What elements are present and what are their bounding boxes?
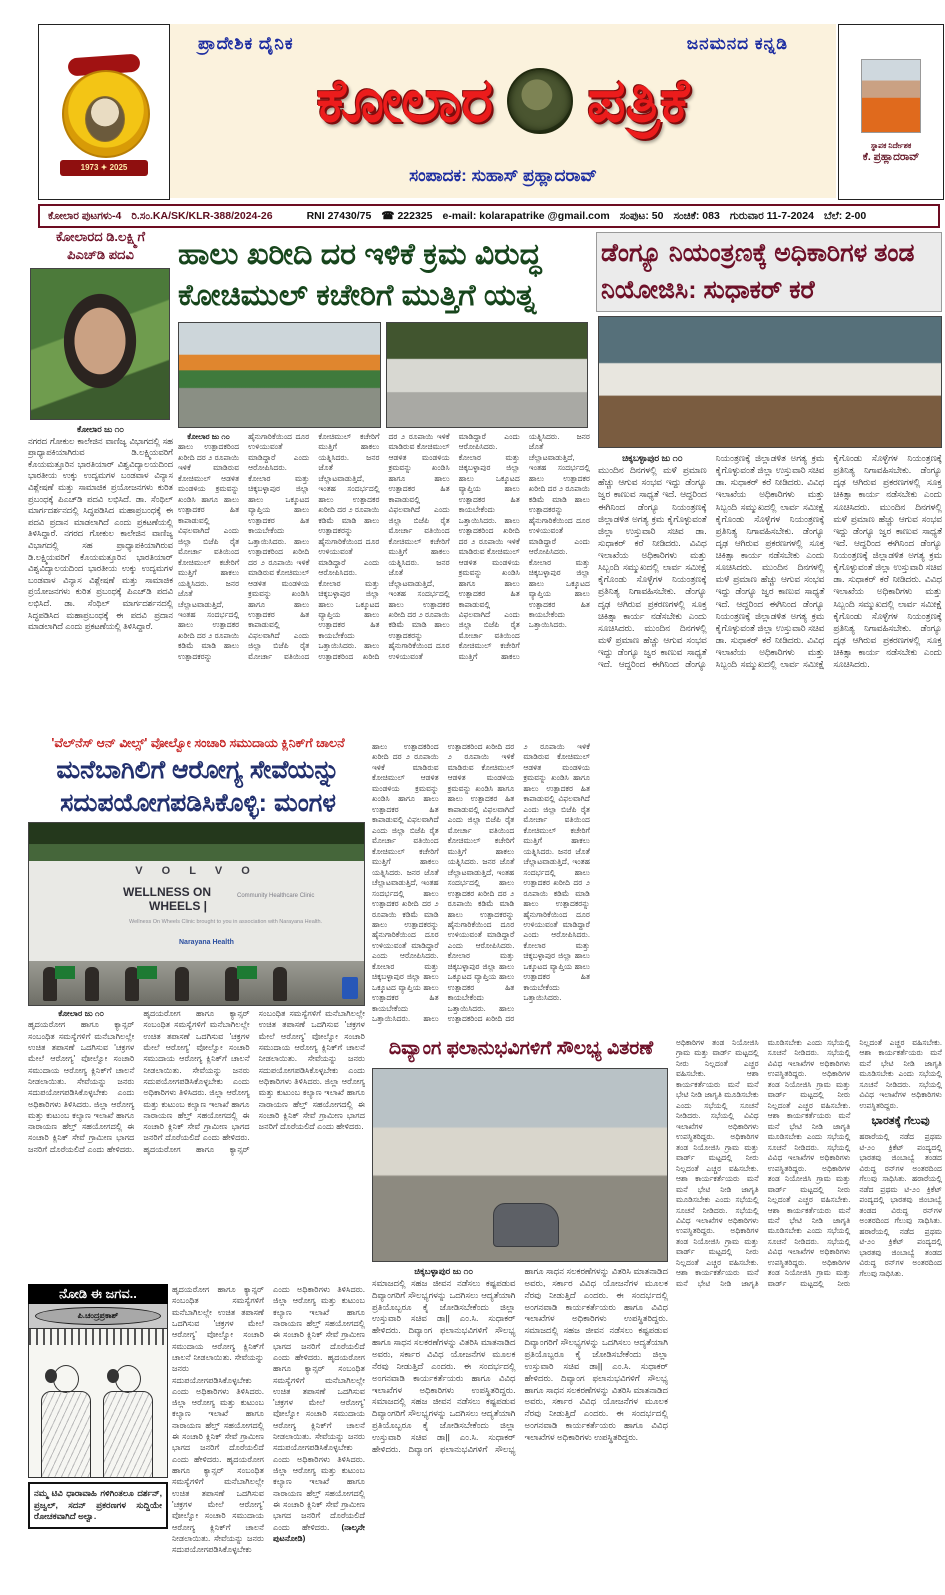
golden-jubilee-emblem <box>54 48 154 176</box>
cartoon-artist-name: ಪಿ.ಚಂದ್ರಪ್ರಕಾಶ್ <box>35 1307 161 1325</box>
founder-role: ಸ್ಥಾಪಕ ನಿರ್ದೇಶಕ <box>870 141 912 150</box>
main-story-text: ಕೋಲಾರ ಜು ೧೦ ಹಾಲು ಉತ್ಪಾದಕರಿಂದ ಖರೀದಿ ದರ ೨ ರೂಪಾಯಿ ಇಳಿಕೆ ಮಾಡಿರುವ ಕೋಚಿಮುಲ್ ಆಡಳಿತ ಮಂಡಳಿಯ ಕ್ರಮವನ್ನು ಖಂಡಿಸಿ ಹಾಗೂ ಹಾಲು ಉತ್ಪಾದಕರ ಹಿತ ಕಾಪಾಡುವಲ್ಲಿ ವಿಫಲವಾಗಿದೆ ಎಂದು ಜಿಲ್ಲಾ ಬಿಜೆಪಿ ರೈತ ಮೋರ್ಚಾ ವತಿಯಿಂದ ಕೋಚಿಮುಲ್ ಕಚೇರಿಗೆ ಮುತ್ತಿಗೆ ಹಾಕಲು ಯತ್ನಿಸಿದರು. ಜನರ ಜೊತೆ ಚೆಲ್ಲಾಟವಾಡುತ್ತಿದೆ, ಇಂತಹ ಸಂದರ್ಭದಲ್ಲಿ ಹಾಲು ಉತ್ಪಾದಕರ ಖರೀದಿ ದರ ೨ ರೂಪಾಯಿ ಕಡಿಮೆ ಮಾಡಿ ಹಾಲು ಉತ್ಪಾದಕರನ್ನು ಹೈನುಗಾರಿಕೆಯಿಂದ ದೂರ ಉಳಿಯುವಂತೆ ಮಾಡಿದ್ದಾರೆ ಎಂದು ಆರೋಪಿಸಿದರು. ಕೋಲಾರ ಮತ್ತು ಚಿಕ್ಕಬಳ್ಳಾಪುರ ಜಿಲ್ಲಾ ಹಾಲು ಒಕ್ಕೂಟದ ವ್ಯಾಪ್ತಿಯ ಹಾಲು ಉತ್ಪಾದಕರ ಹಿತ ಕಾಯಬೇಕೆಂದು ಒತ್ತಾಯಿಸಿದರು. ಹಾಲು ಉತ್ಪಾದಕರಿಂದ ಖರೀದಿ ದರ ೨ ರೂಪಾಯಿ ಇಳಿಕೆ ಮಾಡಿರುವ ಕೋಚಿಮುಲ್ ಆಡಳಿತ ಮಂಡಳಿಯ ಕ್ರಮವನ್ನು ಖಂಡಿಸಿ ಹಾಗೂ ಹಾಲು ಉತ್ಪಾದಕರ ಹಿತ ಕಾಪಾಡುವಲ್ಲಿ ವಿಫಲವಾಗಿದೆ ಎಂದು ಜಿಲ್ಲಾ ಬಿಜೆಪಿ ರೈತ ಮೋರ್ಚಾ ವತಿಯಿಂದ ಕೋಚಿಮುಲ್ ಕಚೇರಿಗೆ ಮುತ್ತಿಗೆ ಹಾಕಲು ಯತ್ನಿಸಿದರು. ಜನರ ಜೊತೆ ಚೆಲ್ಲಾಟವಾಡುತ್ತಿದೆ, ಇಂತಹ ಸಂದರ್ಭದಲ್ಲಿ ಹಾಲು ಉತ್ಪಾದಕರ ಖರೀದಿ ದರ ೨ ರೂಪಾಯಿ ಕಡಿಮೆ ಮಾಡಿ ಹಾಲು ಉತ್ಪಾದಕರನ್ನು ಹೈನುಗಾರಿಕೆಯಿಂದ ದೂರ ಉಳಿಯುವಂತೆ ಮಾಡಿದ್ದಾರೆ ಎಂದು ಆರೋಪಿಸಿದರು. ಕೋಲಾರ ಮತ್ತು ಚಿಕ್ಕಬಳ್ಳಾಪುರ ಜಿಲ್ಲಾ ಹಾಲು ಒಕ್ಕೂಟದ ವ್ಯಾಪ್ತಿಯ ಹಾಲು ಉತ್ಪಾದಕರ ಹಿತ ಕಾಯಬೇಕೆಂದು ಒತ್ತಾಯಿಸಿದರು. ಹಾಲು ಉತ್ಪಾದಕರಿಂದ ಖರೀದಿ ದರ ೨ ರೂಪಾಯಿ ಇಳಿಕೆ ಮಾಡಿರುವ ಕೋಚಿಮುಲ್ ಆಡಳಿತ ಮಂಡಳಿಯ ಕ್ರಮವನ್ನು ಖಂಡಿಸಿ ಹಾಗೂ ಹಾಲು ಉತ್ಪಾದಕರ ಹಿತ ಕಾಪಾಡುವಲ್ಲಿ ವಿಫಲವಾಗಿದೆ ಎಂದು ಜಿಲ್ಲಾ ಬಿಜೆಪಿ ರೈತ ಮೋರ್ಚಾ ವತಿಯಿಂದ ಕೋಚಿಮುಲ್ ಕಚೇರಿಗೆ ಮುತ್ತಿಗೆ ಹಾಕಲು ಯತ್ನಿಸಿದರು. ಜನರ ಜೊತೆ ಚೆಲ್ಲಾಟವಾಡುತ್ತಿದೆ, ಇಂತಹ ಸಂದರ್ಭದಲ್ಲಿ ಹಾಲು ಉತ್ಪಾದಕರ ಖರೀದಿ ದರ ೨ ರೂಪಾಯಿ ಕಡಿಮೆ ಮಾಡಿ ಹಾಲು ಉತ್ಪಾದಕರನ್ನು ಹೈನುಗಾರಿಕೆಯಿಂದ ದೂರ ಉಳಿಯುವಂತೆ ಮಾಡಿದ್ದಾರೆ ಎಂದು ಆರೋಪಿಸಿದರು. ಕೋಲಾರ ಮತ್ತು ಚಿಕ್ಕಬಳ್ಳಾಪುರ ಜಿಲ್ಲಾ ಹಾಲು ಒಕ್ಕೂಟದ ವ್ಯಾಪ್ತಿಯ ಹಾಲು ಉತ್ಪಾದಕರ ಹಿತ ಕಾಯಬೇಕೆಂದು ಒತ್ತಾಯಿಸಿದರು. ಹಾಲು ಉತ್ಪಾದಕರಿಂದ ಖರೀದಿ ದರ ೨ ರೂಪಾಯಿ ಇಳಿಕೆ ಮಾಡಿರುವ ಕೋಚಿಮುಲ್ ಆಡಳಿತ ಮಂಡಳಿಯ ಕ್ರಮವನ್ನು ಖಂಡಿಸಿ ಹಾಗೂ ಹಾಲು ಉತ್ಪಾದಕರ ಹಿತ ಕಾಪಾಡುವಲ್ಲಿ ವಿಫಲವಾಗಿದೆ ಎಂದು ಜಿಲ್ಲಾ ಬಿಜೆಪಿ ರೈತ ಮೋರ್ಚಾ ವತಿಯಿಂದ ಕೋಚಿಮುಲ್ ಕಚೇರಿಗೆ ಮುತ್ತಿಗೆ ಹಾಕಲು ಯತ್ನಿಸಿದರು. ಜನರ ಜೊತೆ ಚೆಲ್ಲಾಟವಾಡುತ್ತಿದೆ, ಇಂತಹ ಸಂದರ್ಭದಲ್ಲಿ ಹಾಲು ಉತ್ಪಾದಕರ ಖರೀದಿ ದರ ೨ ರೂಪಾಯಿ ಕಡಿಮೆ ಮಾಡಿ ಹಾಲು ಉತ್ಪಾದಕರನ್ನು ಹೈನುಗಾರಿಕೆಯಿಂದ ದೂರ ಉಳಿಯುವಂತೆ ಮಾಡಿದ್ದಾರೆ ಎಂದು ಆರೋಪಿಸಿದರು. ಕೋಲಾರ ಮತ್ತು ಚಿಕ್ಕಬಳ್ಳಾಪುರ ಜಿಲ್ಲಾ ಹಾಲು ಒಕ್ಕೂಟದ ವ್ಯಾಪ್ತಿಯ ಹಾಲು ಉತ್ಪಾದಕರ ಹಿತ ಕಾಯಬೇಕೆಂದು ಒತ್ತಾಯಿಸಿದರು. <box>178 432 590 661</box>
office-gate-photo <box>386 322 588 428</box>
volvo-truck-photo <box>28 822 365 1006</box>
dengue-story-text: ಚಿಕ್ಕಬಳ್ಳಾಪುರ ಜು ೧೦ ಮುಂದಿನ ದಿನಗಳಲ್ಲಿ ಮಳೆ ಪ್ರಮಾಣ ಹೆಚ್ಚು ಆಗುವ ಸಂಭವ ಇದ್ದು ಡೆಂಗ್ಯೂ ಜ್ವರ ಕಾಣುವ ಸಾಧ್ಯತೆ ಇದೆ. ಆದ್ದರಿಂದ ಈಗಿನಿಂದ ಡೆಂಗ್ಯೂ ನಿಯಂತ್ರಣಕ್ಕೆ ಜಿಲ್ಲಾಡಳಿತ ಅಗತ್ಯ ಕ್ರಮ ಕೈಗೊಳ್ಳುವಂತೆ ಜಿಲ್ಲಾ ಉಸ್ತುವಾರಿ ಸಚಿವ ಡಾ. ಸುಧಾಕರ್ ಕರೆ ನೀಡಿದರು. ವಿವಿಧ ಇಲಾಖೆಯ ಅಧಿಕಾರಿಗಳು ಮತ್ತು ಸಿಬ್ಬಂದಿ ಸಮ್ಮುಖದಲ್ಲಿ ಲಾರ್ವ ಸಮೀಕ್ಷೆ ಕೈಗೊಂಡು ಸೊಳ್ಳೆಗಳ ನಿಯಂತ್ರಣಕ್ಕೆ ಪ್ರತಿನಿತ್ಯ ನಿಗಾವಹಿಸಬೇಕು. ಡೆಂಗ್ಯೂ ದೃಢ ಆಗಿರುವ ಪ್ರಕರಣಗಳಲ್ಲಿ ಸೂಕ್ತ ಚಿಕಿತ್ಸಾ ಕಾರ್ಯ ನಡೆಸಬೇಕು ಎಂದು ಸೂಚಿಸಿದರು. ಮುಂದಿನ ದಿನಗಳಲ್ಲಿ ಮಳೆ ಪ್ರಮಾಣ ಹೆಚ್ಚು ಆಗುವ ಸಂಭವ ಇದ್ದು ಡೆಂಗ್ಯೂ ಜ್ವರ ಕಾಣುವ ಸಾಧ್ಯತೆ ಇದೆ. ಆದ್ದರಿಂದ ಈಗಿನಿಂದ ಡೆಂಗ್ಯೂ ನಿಯಂತ್ರಣಕ್ಕೆ ಜಿಲ್ಲಾಡಳಿತ ಅಗತ್ಯ ಕ್ರಮ ಕೈಗೊಳ್ಳುವಂತೆ ಜಿಲ್ಲಾ ಉಸ್ತುವಾರಿ ಸಚಿವ ಡಾ. ಸುಧಾಕರ್ ಕರೆ ನೀಡಿದರು. ವಿವಿಧ ಇಲಾಖೆಯ ಅಧಿಕಾರಿಗಳು ಮತ್ತು ಸಿಬ್ಬಂದಿ ಸಮ್ಮುಖದಲ್ಲಿ ಲಾರ್ವ ಸಮೀಕ್ಷೆ ಕೈಗೊಂಡು ಸೊಳ್ಳೆಗಳ ನಿಯಂತ್ರಣಕ್ಕೆ ಪ್ರತಿನಿತ್ಯ ನಿಗಾವಹಿಸಬೇಕು. ಡೆಂಗ್ಯೂ ದೃಢ ಆಗಿರುವ ಪ್ರಕರಣಗಳಲ್ಲಿ ಸೂಕ್ತ ಚಿಕಿತ್ಸಾ ಕಾರ್ಯ ನಡೆಸಬೇಕು ಎಂದು ಸೂಚಿಸಿದರು. ಮುಂದಿನ ದಿನಗಳಲ್ಲಿ ಮಳೆ ಪ್ರಮಾಣ ಹೆಚ್ಚು ಆಗುವ ಸಂಭವ ಇದ್ದು ಡೆಂಗ್ಯೂ ಜ್ವರ ಕಾಣುವ ಸಾಧ್ಯತೆ ಇದೆ. ಆದ್ದರಿಂದ ಈಗಿನಿಂದ ಡೆಂಗ್ಯೂ ನಿಯಂತ್ರಣಕ್ಕೆ ಜಿಲ್ಲಾಡಳಿತ ಅಗತ್ಯ ಕ್ರಮ ಕೈಗೊಳ್ಳುವಂತೆ ಜಿಲ್ಲಾ ಉಸ್ತುವಾರಿ ಸಚಿವ ಡಾ. ಸುಧಾಕರ್ ಕರೆ ನೀಡಿದರು. ವಿವಿಧ ಇಲಾಖೆಯ ಅಧಿಕಾರಿಗಳು ಮತ್ತು ಸಿಬ್ಬಂದಿ ಸಮ್ಮುಖದಲ್ಲಿ ಲಾರ್ವ ಸಮೀಕ್ಷೆ ಕೈಗೊಂಡು ಸೊಳ್ಳೆಗಳ ನಿಯಂತ್ರಣಕ್ಕೆ ಪ್ರತಿನಿತ್ಯ ನಿಗಾವಹಿಸಬೇಕು. ಡೆಂಗ್ಯೂ ದೃಢ ಆಗಿರುವ ಪ್ರಕರಣಗಳಲ್ಲಿ ಸೂಕ್ತ ಚಿಕಿತ್ಸಾ ಕಾರ್ಯ ನಡೆಸಬೇಕು ಎಂದು ಸೂಚಿಸಿದರು. ಮುಂದಿನ ದಿನಗಳಲ್ಲಿ ಮಳೆ ಪ್ರಮಾಣ ಹೆಚ್ಚು ಆಗುವ ಸಂಭವ ಇದ್ದು ಡೆಂಗ್ಯೂ ಜ್ವರ ಕಾಣುವ ಸಾಧ್ಯತೆ ಇದೆ. ಆದ್ದರಿಂದ ಈಗಿನಿಂದ ಡೆಂಗ್ಯೂ ನಿಯಂತ್ರಣಕ್ಕೆ ಜಿಲ್ಲಾಡಳಿತ ಅಗತ್ಯ ಕ್ರಮ ಕೈಗೊಳ್ಳುವಂತೆ ಜಿಲ್ಲಾ ಉಸ್ತುವಾರಿ ಸಚಿವ ಡಾ. ಸುಧಾಕರ್ ಕರೆ ನೀಡಿದರು. ವಿವಿಧ ಇಲಾಖೆಯ ಅಧಿಕಾರಿಗಳು ಮತ್ತು ಸಿಬ್ಬಂದಿ ಸಮ್ಮುಖದಲ್ಲಿ ಲಾರ್ವ ಸಮೀಕ್ಷೆ ಕೈಗೊಂಡು ಸೊಳ್ಳೆಗಳ ನಿಯಂತ್ರಣಕ್ಕೆ ಪ್ರತಿನಿತ್ಯ ನಿಗಾವಹಿಸಬೇಕು. ಡೆಂಗ್ಯೂ ದೃಢ ಆಗಿರುವ ಪ್ರಕರಣಗಳಲ್ಲಿ ಸೂಕ್ತ ಚಿಕಿತ್ಸಾ ಕಾರ್ಯ ನಡೆಸಬೇಕು ಎಂದು ಸೂಚಿಸಿದರು. <box>598 453 942 670</box>
cricket-subhead: ಭಾರತಕ್ಕೆ ಗೆಲುವು <box>871 1115 930 1128</box>
golden-jubilee-emblem-box <box>38 24 170 200</box>
cartoon-title: ನೋಡಿ ಈ ಜಗವ.. <box>28 1284 168 1304</box>
edition-pages: ಕೋಲಾರ ಪುಟಗಳು-4 <box>48 209 122 222</box>
phd-story-text: ಕೋಲಾರ ಜು ೧೦ ನಗರದ ಗೋಕುಲ ಕಾಲೇಜಿನ ವಾಣಿಜ್ಯ ವಿಭಾಗದಲ್ಲಿ ಸಹ ಪ್ರಾಧ್ಯಾಪಕಿಯಾಗಿರುವ ಡಿ.ಲಕ್ಷ್ಮಿಯವರಿಗೆ ಕೊಯಮತ್ತೂರಿನ ಭಾರತಿಯಾರ್ ವಿಶ್ವವಿದ್ಯಾಲಯದಿಂದ ಭಾರತೀಯ ಉಕ್ಕು ಉದ್ಯಮಗಳ ಬಂಡವಾಳ ವಿನ್ಯಾಸ ವಿಶ್ಲೇಷಣೆ ಮತ್ತು ಸಾಮಾಜಿಕ ಪ್ರಯೋಜನಗಳು ಕುರಿತ ಪ್ರಬಂಧಕ್ಕೆ ಪಿಎಚ್‌ಡಿ ಪದವಿ ಲಭಿಸಿದೆ. ಡಾ. ಸೆಂಥಿಲ್ ಮಾರ್ಗದರ್ಶನದಲ್ಲಿ ಸಿದ್ಧಪಡಿಸಿದ ಮಹಾಪ್ರಬಂಧಕ್ಕೆ ಈ ಪದವಿ ಪ್ರದಾನ ಮಾಡಲಾಗಿದೆ ಎಂದು ಪ್ರಕಟಣೆಯಲ್ಲಿ ತಿಳಿಸಿದ್ದಾರೆ. ನಗರದ ಗೋಕುಲ ಕಾಲೇಜಿನ ವಾಣಿಜ್ಯ ವಿಭಾಗದಲ್ಲಿ ಸಹ ಪ್ರಾಧ್ಯಾಪಕಿಯಾಗಿರುವ ಡಿ.ಲಕ್ಷ್ಮಿಯವರಿಗೆ ಕೊಯಮತ್ತೂರಿನ ಭಾರತಿಯಾರ್ ವಿಶ್ವವಿದ್ಯಾಲಯದಿಂದ ಭಾರತೀಯ ಉಕ್ಕು ಉದ್ಯಮಗಳ ಬಂಡವಾಳ ವಿನ್ಯಾಸ ವಿಶ್ಲೇಷಣೆ ಮತ್ತು ಸಾಮಾಜಿಕ ಪ್ರಯೋಜನಗಳು ಕುರಿತ ಪ್ರಬಂಧಕ್ಕೆ ಪಿಎಚ್‌ಡಿ ಪದವಿ ಲಭಿಸಿದೆ. ಡಾ. ಸೆಂಥಿಲ್ ಮಾರ್ಗದರ್ಶನದಲ್ಲಿ ಸಿದ್ಧಪಡಿಸಿದ ಮಹಾಪ್ರಬಂಧಕ್ಕೆ ಈ ಪದವಿ ಪ್ರದಾನ ಮಾಡಲಾಗಿದೆ ಎಂದು ಪ್ರಕಟಣೆಯಲ್ಲಿ ತಿಳಿಸಿದ್ದಾರೆ. <box>28 424 173 632</box>
awning-hatching <box>29 1329 167 1345</box>
wellness-headline: ಮನೆಬಾಗಿಲಿಗೆ ಆರೋಗ್ಯ ಸೇವೆಯನ್ನು ಸದುಪಯೋಗಪಡಿಸಿಕೊಳ್ಳಿ: ಮಂಗಳ <box>56 756 340 817</box>
rni-number: RNI 27430/75 <box>306 210 372 222</box>
jubilee-portrait-icon <box>85 96 125 142</box>
meeting-photo <box>598 316 942 448</box>
cartoon-box <box>28 1284 168 1560</box>
cartoon-caption: ನಮ್ಮ ಟಿವಿ ಧಾರಾವಾಹಿ ಗಳಿಗಿಂತಲೂ ದರ್ಶನ್, ಪ್ರಜ್ವಲ್, ಸದನ್ ಪ್ರಕರಣಗಳ ಸುದ್ದಿಯೇ ರೋಚಕವಾಗಿದೆ ಅಲ್ವಾ. <box>28 1482 168 1529</box>
scooter-icon <box>493 1203 559 1247</box>
divyanga-story-text: ಚಿಕ್ಕಬಳ್ಳಾಪುರ ಜು ೧೦ ಸಮಾಜದಲ್ಲಿ ಸಹಜ ಜೀವನ ನಡೆಸಲು ಕಷ್ಟಪಡುವ ದಿವ್ಯಾಂಗರಿಗೆ ಸೌಲಭ್ಯಗಳನ್ನು ಒದಗಿಸಲು ಆದ್ಯತೆಯಾಗಿ ಪ್ರತಿಯೊಬ್ಬರೂ ಕೈ ಜೋಡಿಸಬೇಕೆಂದು ಜಿಲ್ಲಾ ಉಸ್ತುವಾರಿ ಸಚಿವ ಡಾ|| ಎಂ.ಸಿ. ಸುಧಾಕರ್ ಹೇಳಿದರು. ದಿವ್ಯಾಂಗ ಫಲಾನುಭವಿಗಳಿಗೆ ಸೌಲಭ್ಯ ಹಾಗೂ ಸಾಧನ ಸಲಕರಣೆಗಳನ್ನು ವಿತರಿಸಿ ಮಾತನಾಡಿದ ಅವರು, ಸರ್ಕಾರ ವಿವಿಧ ಯೋಜನೆಗಳ ಮೂಲಕ ನೆರವು ನೀಡುತ್ತಿದೆ ಎಂದರು. ಈ ಸಂದರ್ಭದಲ್ಲಿ ಅಂಗನವಾಡಿ ಕಾರ್ಯಕರ್ತೆಯರು ಹಾಗೂ ವಿವಿಧ ಇಲಾಖೆಗಳ ಅಧಿಕಾರಿಗಳು ಉಪಸ್ಥಿತರಿದ್ದರು. ಸಮಾಜದಲ್ಲಿ ಸಹಜ ಜೀವನ ನಡೆಸಲು ಕಷ್ಟಪಡುವ ದಿವ್ಯಾಂಗರಿಗೆ ಸೌಲಭ್ಯಗಳನ್ನು ಒದಗಿಸಲು ಆದ್ಯತೆಯಾಗಿ ಪ್ರತಿಯೊಬ್ಬರೂ ಕೈ ಜೋಡಿಸಬೇಕೆಂದು ಜಿಲ್ಲಾ ಉಸ್ತುವಾರಿ ಸಚಿವ ಡಾ|| ಎಂ.ಸಿ. ಸುಧಾಕರ್ ಹೇಳಿದರು. ದಿವ್ಯಾಂಗ ಫಲಾನುಭವಿಗಳಿಗೆ ಸೌಲಭ್ಯ ಹಾಗೂ ಸಾಧನ ಸಲಕರಣೆಗಳನ್ನು ವಿತರಿಸಿ ಮಾತನಾಡಿದ ಅವರು, ಸರ್ಕಾರ ವಿವಿಧ ಯೋಜನೆಗಳ ಮೂಲಕ ನೆರವು ನೀಡುತ್ತಿದೆ ಎಂದರು. ಈ ಸಂದರ್ಭದಲ್ಲಿ ಅಂಗನವಾಡಿ ಕಾರ್ಯಕರ್ತೆಯರು ಹಾಗೂ ವಿವಿಧ ಇಲಾಖೆಗಳ ಅಧಿಕಾರಿಗಳು ಉಪಸ್ಥಿತರಿದ್ದರು. ಸಮಾಜದಲ್ಲಿ ಸಹಜ ಜೀವನ ನಡೆಸಲು ಕಷ್ಟಪಡುವ ದಿವ್ಯಾಂಗರಿಗೆ ಸೌಲಭ್ಯಗಳನ್ನು ಒದಗಿಸಲು ಆದ್ಯತೆಯಾಗಿ ಪ್ರತಿಯೊಬ್ಬರೂ ಕೈ ಜೋಡಿಸಬೇಕೆಂದು ಜಿಲ್ಲಾ ಉಸ್ತುವಾರಿ ಸಚಿವ ಡಾ|| ಎಂ.ಸಿ. ಸುಧಾಕರ್ ಹೇಳಿದರು. ದಿವ್ಯಾಂಗ ಫಲಾನುಭವಿಗಳಿಗೆ ಸೌಲಭ್ಯ ಹಾಗೂ ಸಾಧನ ಸಲಕರಣೆಗಳನ್ನು ವಿತರಿಸಿ ಮಾತನಾಡಿದ ಅವರು, ಸರ್ಕಾರ ವಿವಿಧ ಯೋಜನೆಗಳ ಮೂಲಕ ನೆರವು ನೀಡುತ್ತಿದೆ ಎಂದರು. ಈ ಸಂದರ್ಭದಲ್ಲಿ ಅಂಗನವಾಡಿ ಕಾರ್ಯಕರ್ತೆಯರು ಹಾಗೂ ವಿವಿಧ ಇಲಾಖೆಗಳ ಅಧಿಕಾರಿಗಳು ಉಪಸ್ಥಿತರಿದ್ದರು. <box>372 1266 668 1454</box>
green-flag-icon <box>237 966 257 979</box>
phone-icon: ☎ <box>381 210 395 222</box>
email: e-mail: kolarapatrike @gmail.com <box>442 210 610 222</box>
distribution-event-photo <box>372 1068 668 1262</box>
title-word-2: ಪತ್ರಿಕೆ <box>587 67 690 134</box>
main-story-text-continued: ಹಾಲು ಉತ್ಪಾದಕರಿಂದ ಖರೀದಿ ದರ ೨ ರೂಪಾಯಿ ಇಳಿಕೆ ಮಾಡಿರುವ ಕೋಚಿಮುಲ್ ಆಡಳಿತ ಮಂಡಳಿಯ ಕ್ರಮವನ್ನು ಖಂಡಿಸಿ ಹಾಗೂ ಹಾಲು ಉತ್ಪಾದಕರ ಹಿತ ಕಾಪಾಡುವಲ್ಲಿ ವಿಫಲವಾಗಿದೆ ಎಂದು ಜಿಲ್ಲಾ ಬಿಜೆಪಿ ರೈತ ಮೋರ್ಚಾ ವತಿಯಿಂದ ಕೋಚಿಮುಲ್ ಕಚೇರಿಗೆ ಮುತ್ತಿಗೆ ಹಾಕಲು ಯತ್ನಿಸಿದರು. ಜನರ ಜೊತೆ ಚೆಲ್ಲಾಟವಾಡುತ್ತಿದೆ, ಇಂತಹ ಸಂದರ್ಭದಲ್ಲಿ ಹಾಲು ಉತ್ಪಾದಕರ ಖರೀದಿ ದರ ೨ ರೂಪಾಯಿ ಕಡಿಮೆ ಮಾಡಿ ಹಾಲು ಉತ್ಪಾದಕರನ್ನು ಹೈನುಗಾರಿಕೆಯಿಂದ ದೂರ ಉಳಿಯುವಂತೆ ಮಾಡಿದ್ದಾರೆ ಎಂದು ಆರೋಪಿಸಿದರು. ಕೋಲಾರ ಮತ್ತು ಚಿಕ್ಕಬಳ್ಳಾಪುರ ಜಿಲ್ಲಾ ಹಾಲು ಒಕ್ಕೂಟದ ವ್ಯಾಪ್ತಿಯ ಹಾಲು ಉತ್ಪಾದಕರ ಹಿತ ಕಾಯಬೇಕೆಂದು ಒತ್ತಾಯಿಸಿದರು. ಹಾಲು ಉತ್ಪಾದಕರಿಂದ ಖರೀದಿ ದರ ೨ ರೂಪಾಯಿ ಇಳಿಕೆ ಮಾಡಿರುವ ಕೋಚಿಮುಲ್ ಆಡಳಿತ ಮಂಡಳಿಯ ಕ್ರಮವನ್ನು ಖಂಡಿಸಿ ಹಾಗೂ ಹಾಲು ಉತ್ಪಾದಕರ ಹಿತ ಕಾಪಾಡುವಲ್ಲಿ ವಿಫಲವಾಗಿದೆ ಎಂದು ಜಿಲ್ಲಾ ಬಿಜೆಪಿ ರೈತ ಮೋರ್ಚಾ ವತಿಯಿಂದ ಕೋಚಿಮುಲ್ ಕಚೇರಿಗೆ ಮುತ್ತಿಗೆ ಹಾಕಲು ಯತ್ನಿಸಿದರು. ಜನರ ಜೊತೆ ಚೆಲ್ಲಾಟವಾಡುತ್ತಿದೆ, ಇಂತಹ ಸಂದರ್ಭದಲ್ಲಿ ಹಾಲು ಉತ್ಪಾದಕರ ಖರೀದಿ ದರ ೨ ರೂಪಾಯಿ ಕಡಿಮೆ ಮಾಡಿ ಹಾಲು ಉತ್ಪಾದಕರನ್ನು ಹೈನುಗಾರಿಕೆಯಿಂದ ದೂರ ಉಳಿಯುವಂತೆ ಮಾಡಿದ್ದಾರೆ ಎಂದು ಆರೋಪಿಸಿದರು. ಕೋಲಾರ ಮತ್ತು ಚಿಕ್ಕಬಳ್ಳಾಪುರ ಜಿಲ್ಲಾ ಹಾಲು ಒಕ್ಕೂಟದ ವ್ಯಾಪ್ತಿಯ ಹಾಲು ಉತ್ಪಾದಕರ ಹಿತ ಕಾಯಬೇಕೆಂದು ಒತ್ತಾಯಿಸಿದರು. ಹಾಲು ಉತ್ಪಾದಕರಿಂದ ಖರೀದಿ ದರ ೨ ರೂಪಾಯಿ ಇಳಿಕೆ ಮಾಡಿರುವ ಕೋಚಿಮುಲ್ ಆಡಳಿತ ಮಂಡಳಿಯ ಕ್ರಮವನ್ನು ಖಂಡಿಸಿ ಹಾಗೂ ಹಾಲು ಉತ್ಪಾದಕರ ಹಿತ ಕಾಪಾಡುವಲ್ಲಿ ವಿಫಲವಾಗಿದೆ ಎಂದು ಜಿಲ್ಲಾ ಬಿಜೆಪಿ ರೈತ ಮೋರ್ಚಾ ವತಿಯಿಂದ ಕೋಚಿಮುಲ್ ಕಚೇರಿಗೆ ಮುತ್ತಿಗೆ ಹಾಕಲು ಯತ್ನಿಸಿದರು. ಜನರ ಜೊತೆ ಚೆಲ್ಲಾಟವಾಡುತ್ತಿದೆ, ಇಂತಹ ಸಂದರ್ಭದಲ್ಲಿ ಹಾಲು ಉತ್ಪಾದಕರ ಖರೀದಿ ದರ ೨ ರೂಪಾಯಿ ಕಡಿಮೆ ಮಾಡಿ ಹಾಲು ಉತ್ಪಾದಕರನ್ನು ಹೈನುಗಾರಿಕೆಯಿಂದ ದೂರ ಉಳಿಯುವಂತೆ ಮಾಡಿದ್ದಾರೆ ಎಂದು ಆರೋಪಿಸಿದರು. ಕೋಲಾರ ಮತ್ತು ಚಿಕ್ಕಬಳ್ಳಾಪುರ ಜಿಲ್ಲಾ ಹಾಲು ಒಕ್ಕೂಟದ ವ್ಯಾಪ್ತಿಯ ಹಾಲು ಉತ್ಪಾದಕರ ಹಿತ ಕಾಯಬೇಕೆಂದು ಒತ್ತಾಯಿಸಿದರು. <box>372 742 590 1024</box>
banner-subtext: Community Healthcare Clinic <box>237 893 315 899</box>
info-bar <box>38 204 940 228</box>
narayana-health-logo: Narayana Health <box>179 939 234 946</box>
founder-name: ಕೆ. ಪ್ರಹ್ಲಾದರಾವ್ <box>862 151 920 163</box>
cartoon-woman-figure <box>39 1365 91 1477</box>
green-flag-icon <box>137 966 157 979</box>
page-continuation-note: (ನಾಲ್ಕನೇ ಪುಟನೋಡಿ) <box>273 1522 365 1543</box>
person-figure <box>273 967 287 1001</box>
dengue-headline: ಡೆಂಗ್ಯೂ ನಿಯಂತ್ರಣಕ್ಕೆ ಅಧಿಕಾರಿಗಳ ತಂಡ ನಿಯೋಜಿಸಿ: ಸುಧಾಕರ್ ಕರೆ <box>596 232 942 312</box>
title-word-1: ಕೋಲಾರ <box>316 67 494 134</box>
ground <box>29 961 364 1005</box>
newspaper-title <box>170 68 836 134</box>
masthead <box>170 24 836 198</box>
jubilee-years: 1973 ✦ 2025 <box>60 160 148 176</box>
trees-backdrop <box>29 823 364 861</box>
tagline-left: ಪ್ರಾದೇಶಿಕ ದೈನಿಕ <box>198 34 294 53</box>
editor-line: ಸಂಪಾದಕ: ಸುಹಾಸ್ ಪ್ರಹ್ಲಾದರಾವ್ <box>409 166 597 185</box>
volvo-logo-text: V O L V O <box>135 865 258 877</box>
person-figure <box>175 967 189 1001</box>
wellness-strapline: 'ವೆಲ್‌ನೆಸ್ ಆನ್ ವೀಲ್ಸ್' ವೋಲ್ವೋ ಸಂಚಾರಿ ಸಮುದಾಯ ಕ್ಲಿನಿಕ್‌ಗೆ ಚಾಲನೆ <box>51 736 345 750</box>
cartoon-woman-figure <box>101 1365 153 1477</box>
volume: ಸಂಪುಟ: 50 <box>619 209 664 222</box>
wellness-story-text: ಕೋಲಾರ ಜು ೧೦ ಹೃದಯರೋಗ ಹಾಗೂ ಕ್ಯಾನ್ಸರ್ ಸಂಬಂಧಿತ ಸಮಸ್ಯೆಗಳಿಗೆ ಮನೆಬಾಗಿಲಲ್ಲೇ ಉಚಿತ ತಪಾಸಣೆ ಒದಗಿಸುವ 'ಚಕ್ರಗಳ ಮೇಲೆ ಆರೋಗ್ಯ' ವೋಲ್ವೋ ಸಂಚಾರಿ ಸಮುದಾಯ ಆರೋಗ್ಯ ಕ್ಲಿನಿಕ್‌ಗೆ ಚಾಲನೆ ನೀಡಲಾಯಿತು. ಸೇವೆಯನ್ನು ಜನರು ಸದುಪಯೋಗಪಡಿಸಿಕೊಳ್ಳಬೇಕು ಎಂದು ಅಧಿಕಾರಿಗಳು ತಿಳಿಸಿದರು. ಜಿಲ್ಲಾ ಆರೋಗ್ಯ ಮತ್ತು ಕುಟುಂಬ ಕಲ್ಯಾಣ ಇಲಾಖೆ ಹಾಗೂ ನಾರಾಯಣ ಹೆಲ್ತ್ ಸಹಯೋಗದಲ್ಲಿ ಈ ಸಂಚಾರಿ ಕ್ಲಿನಿಕ್ ಸೇವೆ ಗ್ರಾಮೀಣ ಭಾಗದ ಜನರಿಗೆ ದೊರೆಯಲಿದೆ ಎಂದು ಹೇಳಿದರು. ಹೃದಯರೋಗ ಹಾಗೂ ಕ್ಯಾನ್ಸರ್ ಸಂಬಂಧಿತ ಸಮಸ್ಯೆಗಳಿಗೆ ಮನೆಬಾಗಿಲಲ್ಲೇ ಉಚಿತ ತಪಾಸಣೆ ಒದಗಿಸುವ 'ಚಕ್ರಗಳ ಮೇಲೆ ಆರೋಗ್ಯ' ವೋಲ್ವೋ ಸಂಚಾರಿ ಸಮುದಾಯ ಆರೋಗ್ಯ ಕ್ಲಿನಿಕ್‌ಗೆ ಚಾಲನೆ ನೀಡಲಾಯಿತು. ಸೇವೆಯನ್ನು ಜನರು ಸದುಪಯೋಗಪಡಿಸಿಕೊಳ್ಳಬೇಕು ಎಂದು ಅಧಿಕಾರಿಗಳು ತಿಳಿಸಿದರು. ಜಿಲ್ಲಾ ಆರೋಗ್ಯ ಮತ್ತು ಕುಟುಂಬ ಕಲ್ಯಾಣ ಇಲಾಖೆ ಹಾಗೂ ನಾರಾಯಣ ಹೆಲ್ತ್ ಸಹಯೋಗದಲ್ಲಿ ಈ ಸಂಚಾರಿ ಕ್ಲಿನಿಕ್ ಸೇವೆ ಗ್ರಾಮೀಣ ಭಾಗದ ಜನರಿಗೆ ದೊರೆಯಲಿದೆ ಎಂದು ಹೇಳಿದರು. ಹೃದಯರೋಗ ಹಾಗೂ ಕ್ಯಾನ್ಸರ್ ಸಂಬಂಧಿತ ಸಮಸ್ಯೆಗಳಿಗೆ ಮನೆಬಾಗಿಲಲ್ಲೇ ಉಚಿತ ತಪಾಸಣೆ ಒದಗಿಸುವ 'ಚಕ್ರಗಳ ಮೇಲೆ ಆರೋಗ್ಯ' ವೋಲ್ವೋ ಸಂಚಾರಿ ಸಮುದಾಯ ಆರೋಗ್ಯ ಕ್ಲಿನಿಕ್‌ಗೆ ಚಾಲನೆ ನೀಡಲಾಯಿತು. ಸೇವೆಯನ್ನು ಜನರು ಸದುಪಯೋಗಪಡಿಸಿಕೊಳ್ಳಬೇಕು ಎಂದು ಅಧಿಕಾರಿಗಳು ತಿಳಿಸಿದರು. ಜಿಲ್ಲಾ ಆರೋಗ್ಯ ಮತ್ತು ಕುಟುಂಬ ಕಲ್ಯಾಣ ಇಲಾಖೆ ಹಾಗೂ ನಾರಾಯಣ ಹೆಲ್ತ್ ಸಹಯೋಗದಲ್ಲಿ ಈ ಸಂಚಾರಿ ಕ್ಲಿನಿಕ್ ಸೇವೆ ಗ್ರಾಮೀಣ ಭಾಗದ ಜನರಿಗೆ ದೊರೆಯಲಿದೆ ಎಂದು ಹೇಳಿದರು. <box>28 1009 365 1154</box>
blue-barrel <box>342 977 358 999</box>
day-date: ಗುರುವಾರ 11-7-2024 <box>729 209 814 222</box>
temple-seal-icon <box>507 68 573 134</box>
issue: ಸಂಚಿಕೆ: 083 <box>673 209 720 222</box>
tagline-right: ಜನಮನದ ಕನ್ನಡಿ <box>686 34 788 53</box>
dengue-story-text-continued: ಅಧಿಕಾರಿಗಳ ತಂಡ ನಿಯೋಜಿಸಿ ಗ್ರಾಮ ಮತ್ತು ವಾರ್ಡ್ ಮಟ್ಟದಲ್ಲಿ ನೀರು ನಿಲ್ಲದಂತೆ ಎಚ್ಚರ ವಹಿಸಬೇಕು. ಆಶಾ ಕಾರ್ಯಕರ್ತೆಯರು ಮನೆ ಮನೆ ಭೇಟಿ ನೀಡಿ ಜಾಗೃತಿ ಮೂಡಿಸಬೇಕು ಎಂದು ಸಭೆಯಲ್ಲಿ ಸೂಚನೆ ನೀಡಿದರು. ಸಭೆಯಲ್ಲಿ ವಿವಿಧ ಇಲಾಖೆಗಳ ಅಧಿಕಾರಿಗಳು ಉಪಸ್ಥಿತರಿದ್ದರು. ಅಧಿಕಾರಿಗಳ ತಂಡ ನಿಯೋಜಿಸಿ ಗ್ರಾಮ ಮತ್ತು ವಾರ್ಡ್ ಮಟ್ಟದಲ್ಲಿ ನೀರು ನಿಲ್ಲದಂತೆ ಎಚ್ಚರ ವಹಿಸಬೇಕು. ಆಶಾ ಕಾರ್ಯಕರ್ತೆಯರು ಮನೆ ಮನೆ ಭೇಟಿ ನೀಡಿ ಜಾಗೃತಿ ಮೂಡಿಸಬೇಕು ಎಂದು ಸಭೆಯಲ್ಲಿ ಸೂಚನೆ ನೀಡಿದರು. ಸಭೆಯಲ್ಲಿ ವಿವಿಧ ಇಲಾಖೆಗಳ ಅಧಿಕಾರಿಗಳು ಉಪಸ್ಥಿತರಿದ್ದರು. ಅಧಿಕಾರಿಗಳ ತಂಡ ನಿಯೋಜಿಸಿ ಗ್ರಾಮ ಮತ್ತು ವಾರ್ಡ್ ಮಟ್ಟದಲ್ಲಿ ನೀರು ನಿಲ್ಲದಂತೆ ಎಚ್ಚರ ವಹಿಸಬೇಕು. ಆಶಾ ಕಾರ್ಯಕರ್ತೆಯರು ಮನೆ ಮನೆ ಭೇಟಿ ನೀಡಿ ಜಾಗೃತಿ ಮೂಡಿಸಬೇಕು ಎಂದು ಸಭೆಯಲ್ಲಿ ಸೂಚನೆ ನೀಡಿದರು. ಸಭೆಯಲ್ಲಿ ವಿವಿಧ ಇಲಾಖೆಗಳ ಅಧಿಕಾರಿಗಳು ಉಪಸ್ಥಿತರಿದ್ದರು. ಅಧಿಕಾರಿಗಳ ತಂಡ ನಿಯೋಜಿಸಿ ಗ್ರಾಮ ಮತ್ತು ವಾರ್ಡ್ ಮಟ್ಟದಲ್ಲಿ ನೀರು ನಿಲ್ಲದಂತೆ ಎಚ್ಚರ ವಹಿಸಬೇಕು. ಆಶಾ ಕಾರ್ಯಕರ್ತೆಯರು ಮನೆ ಮನೆ ಭೇಟಿ ನೀಡಿ ಜಾಗೃತಿ ಮೂಡಿಸಬೇಕು ಎಂದು ಸಭೆಯಲ್ಲಿ ಸೂಚನೆ ನೀಡಿದರು. ಸಭೆಯಲ್ಲಿ ವಿವಿಧ ಇಲಾಖೆಗಳ ಅಧಿಕಾರಿಗಳು ಉಪಸ್ಥಿತರಿದ್ದರು. ಅಧಿಕಾರಿಗಳ ತಂಡ ನಿಯೋಜಿಸಿ ಗ್ರಾಮ ಮತ್ತು ವಾರ್ಡ್ ಮಟ್ಟದಲ್ಲಿ ನೀರು ನಿಲ್ಲದಂತೆ ಎಚ್ಚರ ವಹಿಸಬೇಕು. ಆಶಾ ಕಾರ್ಯಕರ್ತೆಯರು ಮನೆ ಮನೆ ಭೇಟಿ ನೀಡಿ ಜಾಗೃತಿ ಮೂಡಿಸಬೇಕು ಎಂದು ಸಭೆಯಲ್ಲಿ ಸೂಚನೆ ನೀಡಿದರು. ಸಭೆಯಲ್ಲಿ ವಿವಿಧ ಇಲಾಖೆಗಳ ಅಧಿಕಾರಿಗಳು ಉಪಸ್ಥಿತರಿದ್ದರು. ಅಧಿಕಾರಿಗಳ ತಂಡ ನಿಯೋಜಿಸಿ ಗ್ರಾಮ ಮತ್ತು ವಾರ್ಡ್ ಮಟ್ಟದಲ್ಲಿ ನೀರು ನಿಲ್ಲದಂತೆ ಎಚ್ಚರ ವಹಿಸಬೇಕು. ಆಶಾ ಕಾರ್ಯಕರ್ತೆಯರು ಮನೆ ಮನೆ ಭೇಟಿ ನೀಡಿ ಜಾಗೃತಿ ಮೂಡಿಸಬೇಕು ಎಂದು ಸಭೆಯಲ್ಲಿ ಸೂಚನೆ ನೀಡಿದರು. ಸಭೆಯಲ್ಲಿ ವಿವಿಧ ಇಲಾಖೆಗಳ ಅಧಿಕಾರಿಗಳು ಉಪಸ್ಥಿತರಿದ್ದರು. ಭಾರತಕ್ಕೆ ಗೆಲುವು ಹರಾರೆಯಲ್ಲಿ ನಡೆದ ಪ್ರಥಮ ಟಿ-೨೦ ಕ್ರಿಕೆಟ್ ಪಂದ್ಯದಲ್ಲಿ ಭಾರತವು ಜಿಂಬಾಬ್ವೆ ತಂಡದ ವಿರುದ್ಧ ರನ್‌ಗಳ ಅಂತರದಿಂದ ಗೆಲುವು ಸಾಧಿಸಿತು. ಹರಾರೆಯಲ್ಲಿ ನಡೆದ ಪ್ರಥಮ ಟಿ-೨೦ ಕ್ರಿಕೆಟ್ ಪಂದ್ಯದಲ್ಲಿ ಭಾರತವು ಜಿಂಬಾಬ್ವೆ ತಂಡದ ವಿರುದ್ಧ ರನ್‌ಗಳ ಅಂತರದಿಂದ ಗೆಲುವು ಸಾಧಿಸಿತು. ಹರಾರೆಯಲ್ಲಿ ನಡೆದ ಪ್ರಥಮ ಟಿ-೨೦ ಕ್ರಿಕೆಟ್ ಪಂದ್ಯದಲ್ಲಿ ಭಾರತವು ಜಿಂಬಾಬ್ವೆ ತಂಡದ ವಿರುದ್ಧ ರನ್‌ಗಳ ಅಂತರದಿಂದ ಗೆಲುವು ಸಾಧಿಸಿತು. <box>676 1038 942 1288</box>
wellness-banner-text: WELLNESS ON WHEELS | <box>123 885 212 913</box>
phd-recipient-photo <box>30 268 170 420</box>
main-headline: ಹಾಲು ಖರೀದಿ ದರ ಇಳಿಕೆ ಕ್ರಮ ವಿರುದ್ಧ ಕೋಚಿಮುಲ್ ಕಚೇರಿಗೆ ಮುತ್ತಿಗೆ ಯತ್ನ <box>178 238 542 312</box>
cartoon-drawing <box>28 1329 168 1478</box>
wellness-story-text-continued: ಹೃದಯರೋಗ ಹಾಗೂ ಕ್ಯಾನ್ಸರ್ ಸಂಬಂಧಿತ ಸಮಸ್ಯೆಗಳಿಗೆ ಮನೆಬಾಗಿಲಲ್ಲೇ ಉಚಿತ ತಪಾಸಣೆ ಒದಗಿಸುವ 'ಚಕ್ರಗಳ ಮೇಲೆ ಆರೋಗ್ಯ' ವೋಲ್ವೋ ಸಂಚಾರಿ ಸಮುದಾಯ ಆರೋಗ್ಯ ಕ್ಲಿನಿಕ್‌ಗೆ ಚಾಲನೆ ನೀಡಲಾಯಿತು. ಸೇವೆಯನ್ನು ಜನರು ಸದುಪಯೋಗಪಡಿಸಿಕೊಳ್ಳಬೇಕು ಎಂದು ಅಧಿಕಾರಿಗಳು ತಿಳಿಸಿದರು. ಜಿಲ್ಲಾ ಆರೋಗ್ಯ ಮತ್ತು ಕುಟುಂಬ ಕಲ್ಯಾಣ ಇಲಾಖೆ ಹಾಗೂ ನಾರಾಯಣ ಹೆಲ್ತ್ ಸಹಯೋಗದಲ್ಲಿ ಈ ಸಂಚಾರಿ ಕ್ಲಿನಿಕ್ ಸೇವೆ ಗ್ರಾಮೀಣ ಭಾಗದ ಜನರಿಗೆ ದೊರೆಯಲಿದೆ ಎಂದು ಹೇಳಿದರು. ಹೃದಯರೋಗ ಹಾಗೂ ಕ್ಯಾನ್ಸರ್ ಸಂಬಂಧಿತ ಸಮಸ್ಯೆಗಳಿಗೆ ಮನೆಬಾಗಿಲಲ್ಲೇ ಉಚಿತ ತಪಾಸಣೆ ಒದಗಿಸುವ 'ಚಕ್ರಗಳ ಮೇಲೆ ಆರೋಗ್ಯ' ವೋಲ್ವೋ ಸಂಚಾರಿ ಸಮುದಾಯ ಆರೋಗ್ಯ ಕ್ಲಿನಿಕ್‌ಗೆ ಚಾಲನೆ ನೀಡಲಾಯಿತು. ಸೇವೆಯನ್ನು ಜನರು ಸದುಪಯೋಗಪಡಿಸಿಕೊಳ್ಳಬೇಕು ಎಂದು ಅಧಿಕಾರಿಗಳು ತಿಳಿಸಿದರು. ಜಿಲ್ಲಾ ಆರೋಗ್ಯ ಮತ್ತು ಕುಟುಂಬ ಕಲ್ಯಾಣ ಇಲಾಖೆ ಹಾಗೂ ನಾರಾಯಣ ಹೆಲ್ತ್ ಸಹಯೋಗದಲ್ಲಿ ಈ ಸಂಚಾರಿ ಕ್ಲಿನಿಕ್ ಸೇವೆ ಗ್ರಾಮೀಣ ಭಾಗದ ಜನರಿಗೆ ದೊರೆಯಲಿದೆ ಎಂದು ಹೇಳಿದರು. ಹೃದಯರೋಗ ಹಾಗೂ ಕ್ಯಾನ್ಸರ್ ಸಂಬಂಧಿತ ಸಮಸ್ಯೆಗಳಿಗೆ ಮನೆಬಾಗಿಲಲ್ಲೇ ಉಚಿತ ತಪಾಸಣೆ ಒದಗಿಸುವ 'ಚಕ್ರಗಳ ಮೇಲೆ ಆರೋಗ್ಯ' ವೋಲ್ವೋ ಸಂಚಾರಿ ಸಮುದಾಯ ಆರೋಗ್ಯ ಕ್ಲಿನಿಕ್‌ಗೆ ಚಾಲನೆ ನೀಡಲಾಯಿತು. ಸೇವೆಯನ್ನು ಜನರು ಸದುಪಯೋಗಪಡಿಸಿಕೊಳ್ಳಬೇಕು ಎಂದು ಅಧಿಕಾರಿಗಳು ತಿಳಿಸಿದರು. ಜಿಲ್ಲಾ ಆರೋಗ್ಯ ಮತ್ತು ಕುಟುಂಬ ಕಲ್ಯಾಣ ಇಲಾಖೆ ಹಾಗೂ ನಾರಾಯಣ ಹೆಲ್ತ್ ಸಹಯೋಗದಲ್ಲಿ ಈ ಸಂಚಾರಿ ಕ್ಲಿನಿಕ್ ಸೇವೆ ಗ್ರಾಮೀಣ ಭಾಗದ ಜನರಿಗೆ ದೊರೆಯಲಿದೆ ಎಂದು ಹೇಳಿದರು. (ನಾಲ್ಕನೇ ಪುಟನೋಡಿ) <box>172 1285 365 1555</box>
protest-photo <box>178 322 381 428</box>
truck-tagline: Wellness On Wheels Clinic brought to you in association with Narayana Health. <box>129 919 323 925</box>
cartoon-artist-strip <box>28 1304 168 1329</box>
green-flag-icon <box>55 966 75 979</box>
divyanga-headline: ದಿವ್ಯಾಂಗ ಫಲಾನುಭವಿಗಳಿಗೆ ಸೌಲಭ್ಯ ವಿತರಣೆ <box>388 1038 654 1059</box>
phone-number: 222325 <box>397 210 433 222</box>
person-figure <box>85 967 99 1001</box>
registration-number: ರಿ.ಸಂ.KA/SK/KLR-388/2024-26 <box>131 209 273 222</box>
founder-photo <box>861 59 921 133</box>
price: ಬೆಲೆ: 2-00 <box>823 209 867 222</box>
phd-caption: ಕೋಲಾರದ ಡಿ.ಲಕ್ಷ್ಮಿಗೆ ಪಿಎಚ್‌ಡಿ ಪದವಿ <box>55 229 146 262</box>
founder-box <box>838 24 944 200</box>
